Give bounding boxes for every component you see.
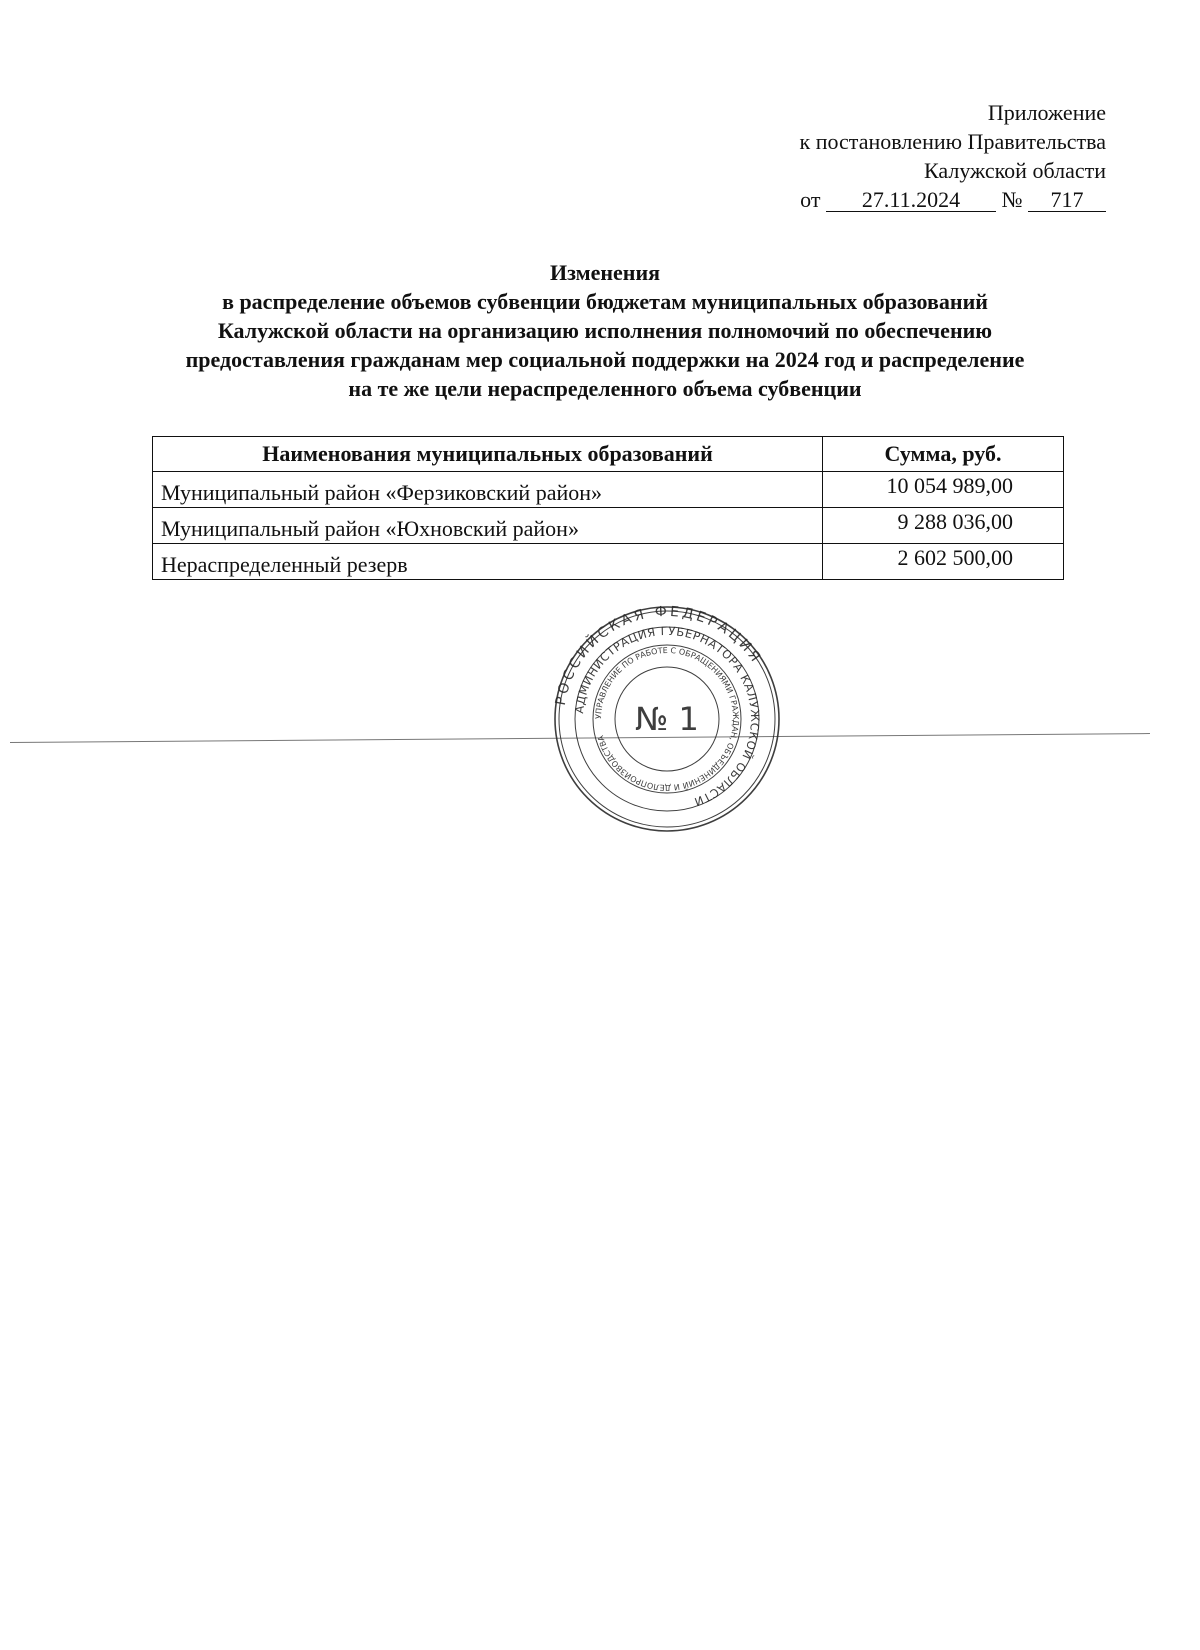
title-line-5: на те же цели нераспределенного объема субвенции: [348, 376, 862, 401]
number-sign: №: [1001, 187, 1023, 212]
appendix-label: Приложение: [987, 100, 1106, 125]
resolution-reference: к постановлению Правительства: [799, 129, 1106, 154]
column-header-name: Наименования муниципальных образований: [153, 437, 823, 472]
resolution-date: 27.11.2024: [826, 188, 996, 212]
seal-inner-text: УПРАВЛЕНИЕ ПО РАБОТЕ С ОБРАЩЕНИЯМИ ГРАЖДАН, ОБЪЕДИНЕНИЙ И ДЕЛОПРОИЗВОДСТВА: [593, 645, 741, 793]
municipality-name: Муниципальный район «Ферзиковский район»: [153, 472, 823, 508]
region-name: Калужской области: [924, 158, 1106, 183]
municipality-name: Нераспределенный резерв: [153, 544, 823, 580]
title-line-4: предоставления гражданам мер социальной поддержки на 2024 год и распределение: [185, 347, 1025, 372]
seal-middle-text: АДМИНИСТРАЦИЯ ГУБЕРНАТОРА КАЛУЖСКОЙ ОБЛАСТИ: [572, 623, 763, 810]
date-prefix: от: [800, 187, 821, 212]
municipality-name: Муниципальный район «Юхновский район»: [153, 508, 823, 544]
document-title: [100, 258, 1110, 403]
seal-center-number: № 1: [635, 700, 699, 738]
table-row: [153, 508, 1064, 544]
column-header-amount: Сумма, руб.: [823, 437, 1064, 472]
table-row: [153, 544, 1064, 580]
resolution-number: 717: [1028, 188, 1106, 212]
title-line-3: Калужской области на организацию исполнения полномочий по обеспечению: [217, 318, 993, 343]
title-line-1: Изменения: [549, 260, 661, 285]
seal-outer-text: РОССИЙСКАЯ ФЕДЕРАЦИЯ: [552, 604, 765, 707]
amount-value: 10 054 989,00: [823, 472, 1064, 508]
title-line-2: в распределение объемов субвенции бюджетам муниципальных образований: [222, 289, 988, 314]
subvention-table: [152, 436, 1064, 580]
amount-value: 9 288 036,00: [823, 508, 1064, 544]
amount-value: 2 602 500,00: [823, 544, 1064, 580]
table-header-row: [153, 437, 1064, 472]
official-seal-stamp: [552, 604, 782, 834]
appendix-header: [800, 98, 1106, 214]
table-row: [153, 472, 1064, 508]
date-number-line: [800, 185, 1106, 214]
